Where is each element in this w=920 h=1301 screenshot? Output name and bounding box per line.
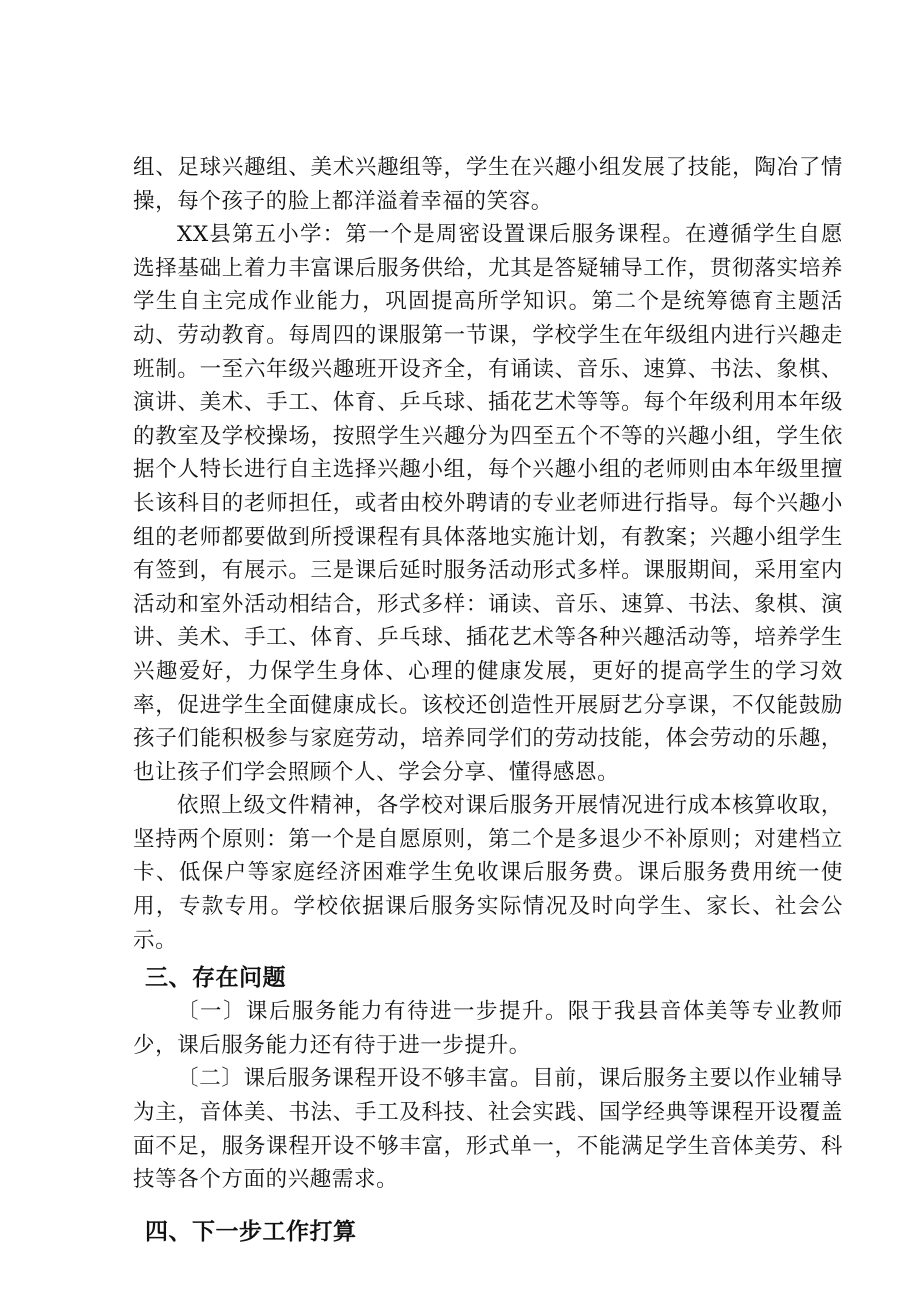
section-heading-existing-problems: 三、存在问题 xyxy=(145,965,286,992)
document-body xyxy=(133,151,843,1249)
paragraph-interest-groups-continued: 组、足球兴趣组、美术兴趣组等，学生在兴趣小组发展了技能，陶冶了情操，每个孩子的脸上都洋溢着幸福的笑容。 xyxy=(133,155,843,214)
paragraph-fee-principles: 依照上级文件精神，各学校对课后服务开展情况进行成本核算收取，坚持两个原则：第一个是自愿原则，第二个是多退少不补原则；对建档立卡、低保户等家庭经济困难学生免收课后服务费。课后服务费用统一使用，专款专用。学校依据课后服务实际情况及时向学生、家长、社会公示。 xyxy=(133,793,843,953)
paragraph-problem-2: 〔二〕课后服务课程开设不够丰富。目前，课后服务主要以作业辅导为主，音体美、书法、手工及科技、社会实践、国学经典等课程开设覆盖面不足，服务课程开设不够丰富，形式单一，不能满足学生音体美劳、科技等各个方面的兴趣需求。 xyxy=(133,1066,843,1193)
paragraph-fifth-primary-school: XX县第五小学：第一个是周密设置课后服务课程。在遵循学生自愿选择基础上着力丰富课后服务供给，尤其是答疑辅导工作，贯彻落实培养学生自主完成作业能力，巩固提高所学知识。第二个是统筹德育主题活动、劳动教育。每周四的课服第一节课，学校学生在年级组内进行兴趣走班制。一至六年级兴趣班开设齐全，有诵读、音乐、速算、书法、象棋、演讲、美术、手工、体育、乒乓球、插花艺术等等。每个年级利用本年级的教室及学校操场，按照学生兴趣分为四至五个不等的兴趣小组，学生依据个人特长进行自主选择兴趣小组，每个兴趣小组的老师则由本年级里擅长该科目的老师担任，或者由校外聘请的专业老师进行指导。每个兴趣小组的老师都要做到所授课程有具体落地实施计划，有教案；兴趣小组学生有签到，有展示。三是课后延时服务活动形式多样。课服期间，采用室内活动和室外活动相结合，形式多样：诵读、音乐、速算、书法、象棋、演讲、美术、手工、体育、乒乓球、插花艺术等各种兴趣活动等，培养学生兴趣爱好，力保学生身体、心理的健康发展，更好的提高学生的学习效率，促进学生全面健康成长。该校还创造性开展厨艺分享课，不仅能鼓励孩子们能积极参与家庭劳动，培养同学们的劳动技能，体会劳动的乐趣，也让孩子们学会照顾个人、学会分享、懂得感恩。 xyxy=(133,222,843,785)
paragraph-problem-1: 〔一〕课后服务能力有待进一步提升。限于我县音体美等专业教师少，课后服务能力还有待于进一步提升。 xyxy=(133,999,843,1058)
section-heading-next-steps: 四、下一步工作打算 xyxy=(145,1218,357,1245)
